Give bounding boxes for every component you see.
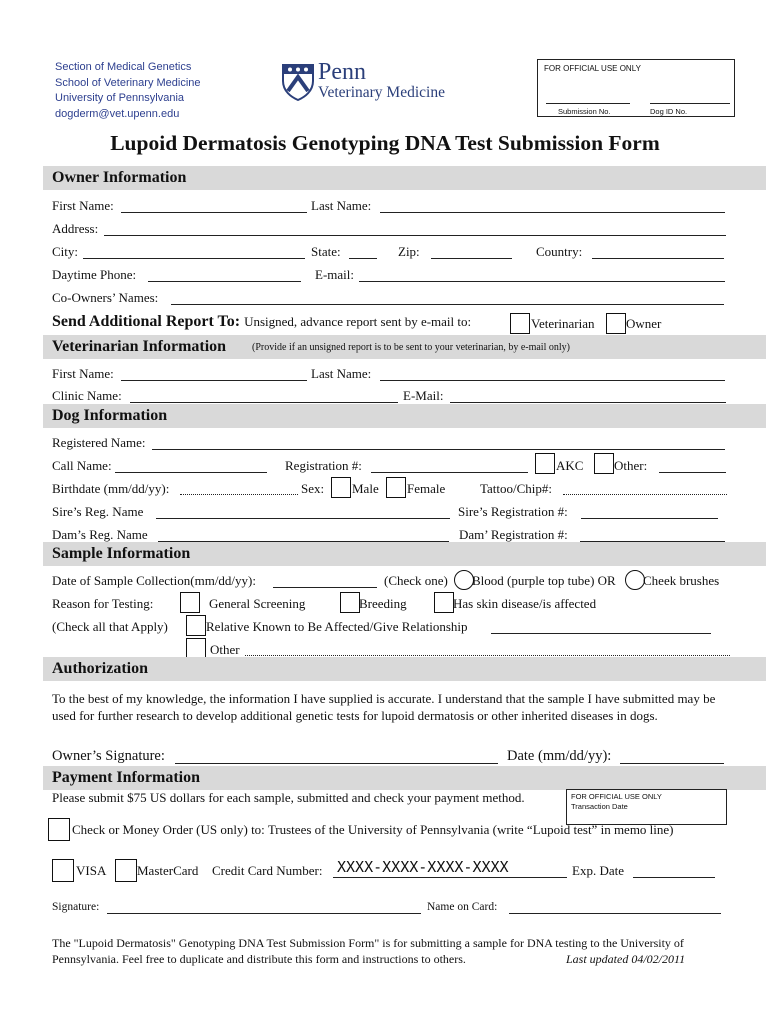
official-use-box [537, 59, 735, 117]
reason-label: Reason for Testing: [52, 596, 154, 611]
vet-email-label: E-Mail: [403, 388, 444, 403]
skin-disease-label: Has skin disease/is affected [453, 596, 597, 611]
visa-checkbox[interactable] [52, 859, 74, 882]
relative-affected-field[interactable] [491, 633, 711, 634]
report-vet-label: Veterinarian [531, 316, 595, 331]
report-row [52, 313, 471, 331]
birthdate-label: Birthdate (mm/dd/yy): [52, 481, 170, 496]
owner-state-field[interactable] [349, 258, 377, 259]
owner-city-field[interactable] [83, 258, 305, 259]
owner-first-name-field[interactable] [121, 212, 307, 213]
call-name-label: Call Name: [52, 458, 112, 473]
female-checkbox[interactable] [386, 477, 406, 498]
report-heading: Send Additional Report To: [52, 313, 241, 330]
owner-section-header [43, 166, 766, 190]
clinic-name-field[interactable] [130, 402, 398, 403]
vet-section-header [43, 335, 766, 359]
penn-shield-icon [281, 63, 315, 101]
relative-affected-label: Relative Known to Be Affected/Give Relationship [206, 619, 468, 634]
co-owners-label: Co-Owners’ Names: [52, 290, 159, 305]
check-money-order-label: Check or Money Order (US only) to: Trustees of the University of Pennsylvania (write “Lupoid test” in memo line) [72, 822, 674, 837]
sample-date-field[interactable] [273, 587, 377, 588]
breeding-label: Breeding [359, 596, 407, 611]
transaction-date-label: Transaction Date [571, 802, 628, 811]
sire-reg-label: Sire’s Registration #: [458, 504, 568, 519]
dept-email-link[interactable]: dogderm@vet.upenn.edu [55, 107, 180, 120]
female-label: Female [407, 481, 446, 496]
cheek-radio[interactable] [625, 570, 645, 590]
cc-number-value[interactable]: XXXX-XXXX-XXXX-XXXX [337, 858, 509, 876]
transaction-official-box [566, 789, 727, 825]
registration-field[interactable] [371, 472, 528, 473]
name-on-card-label: Name on Card: [427, 901, 498, 913]
owner-last-name-label: Last Name: [311, 198, 372, 213]
registration-label: Registration #: [285, 458, 362, 473]
general-screening-label: General Screening [209, 596, 306, 611]
page-title: Lupoid Dermatosis Genotyping DNA Test Submission Form [110, 131, 660, 155]
other-reason-label: Other [210, 642, 240, 657]
sample-date-label: Date of Sample Collection(mm/dd/yy): [52, 573, 256, 588]
owner-heading: Owner Information [52, 169, 187, 186]
owner-phone-field[interactable] [148, 281, 301, 282]
vet-last-name-label: Last Name: [311, 366, 372, 381]
owner-signature-field[interactable] [175, 763, 498, 764]
owner-zip-label: Zip: [398, 244, 420, 259]
report-owner-label: Owner [626, 316, 662, 331]
dam-name-label: Dam’s Reg. Name [52, 527, 148, 542]
payment-section-header [43, 766, 766, 790]
other-reason-field[interactable] [245, 655, 730, 656]
check-money-order-checkbox[interactable] [48, 818, 70, 841]
registered-name-field[interactable] [152, 449, 725, 450]
last-updated: Last updated 04/02/2011 [566, 952, 686, 966]
skin-disease-checkbox[interactable] [434, 592, 454, 613]
mastercard-label: MasterCard [137, 863, 199, 878]
akc-label: AKC [556, 458, 584, 473]
name-on-card-field[interactable] [509, 913, 721, 914]
auth-date-label: Date (mm/dd/yy): [507, 748, 612, 764]
payment-note: Please submit $75 US dollars for each sample, submitted and check your payment method. [52, 790, 525, 805]
check-one-label: (Check one) [384, 573, 448, 588]
general-screening-checkbox[interactable] [180, 592, 200, 613]
footer-line-1: The "Lupoid Dermatosis" Genotyping DNA Test Submission Form" is for submitting a sample for DNA testing to the University of [52, 936, 684, 950]
cc-number-field[interactable] [333, 877, 567, 878]
report-vet-checkbox[interactable] [510, 313, 530, 334]
submission-no-label: Submission No. [558, 107, 611, 116]
auth-section-header [43, 657, 766, 681]
report-note: Unsigned, advance report sent by e-mail to: [244, 314, 472, 329]
owner-state-label: State: [311, 244, 341, 259]
call-name-field[interactable] [115, 472, 267, 473]
owner-last-name-field[interactable] [380, 212, 725, 213]
sire-reg-field[interactable] [581, 518, 718, 519]
other-registry-checkbox[interactable] [594, 453, 614, 474]
co-owners-field[interactable] [171, 304, 724, 305]
auth-date-field[interactable] [620, 763, 724, 764]
owner-email-field[interactable] [359, 281, 725, 282]
sample-section-header [43, 542, 766, 566]
dog-section-header [43, 404, 766, 428]
male-checkbox[interactable] [331, 477, 351, 498]
sire-name-label: Sire’s Reg. Name [52, 504, 144, 519]
dept-line: Section of Medical Genetics [55, 61, 192, 73]
vet-first-name-label: First Name: [52, 366, 114, 381]
tattoo-field[interactable] [563, 494, 727, 495]
owner-address-field[interactable] [104, 235, 726, 236]
dog-id-label: Dog ID No. [650, 107, 688, 116]
tattoo-label: Tattoo/Chip#: [480, 481, 553, 496]
footer-line-2: Pennsylvania. Feel free to duplicate and distribute this form and instructions to others. [52, 952, 466, 966]
cc-number-label: Credit Card Number: [212, 863, 323, 878]
relative-affected-checkbox[interactable] [186, 615, 206, 636]
vet-heading: Veterinarian Information [52, 338, 227, 355]
other-registry-field[interactable] [659, 472, 726, 473]
owner-city-label: City: [52, 244, 79, 259]
owner-phone-label: Daytime Phone: [52, 267, 137, 282]
auth-statement: To the best of my knowledge, the information I have supplied is accurate. I understand that the sample I have submitted may be used for further research to develop additional genetic tests for lupoid dermatosis or other inherited diseases in dogs. [52, 691, 716, 723]
payment-heading: Payment Information [52, 769, 200, 786]
blood-label: Blood (purple top tube) OR [472, 573, 616, 588]
logo-penn: Penn [318, 59, 366, 85]
owner-signature-label: Owner’s Signature: [52, 748, 165, 764]
other-reason-checkbox[interactable] [186, 638, 206, 659]
other-registry-label: Other: [614, 458, 648, 473]
sex-label: Sex: [301, 481, 325, 496]
registered-name-label: Registered Name: [52, 435, 146, 450]
dam-reg-label: Dam’ Registration #: [459, 527, 568, 542]
payment-official-label: FOR OFFICIAL USE ONLY [571, 792, 662, 801]
birthdate-field[interactable] [180, 494, 298, 495]
male-label: Male [352, 481, 379, 496]
owner-country-label: Country: [536, 244, 583, 259]
vet-last-name-field[interactable] [380, 380, 725, 381]
owner-address-label: Address: [52, 221, 99, 236]
payment-signature-label: Signature: [52, 901, 100, 913]
dept-line: School of Veterinary Medicine [55, 76, 201, 89]
check-all-label: (Check all that Apply) [52, 619, 168, 634]
owner-first-name-label: First Name: [52, 198, 114, 213]
exp-date-label: Exp. Date [572, 863, 624, 878]
vet-email-field[interactable] [450, 402, 726, 403]
cheek-label: Cheek brushes [643, 573, 720, 588]
akc-checkbox[interactable] [535, 453, 555, 474]
department-block [55, 60, 201, 122]
auth-heading: Authorization [52, 660, 148, 677]
breeding-checkbox[interactable] [340, 592, 360, 613]
payment-signature-field[interactable] [107, 913, 421, 914]
owner-email-label: E-mail: [315, 267, 354, 282]
exp-date-field[interactable] [633, 877, 715, 878]
official-use-label: FOR OFFICIAL USE ONLY [544, 64, 641, 73]
dept-line: University of Pennsylvania [55, 92, 185, 104]
owner-country-field[interactable] [592, 258, 724, 259]
vet-note: (Provide if an unsigned report is to be sent to your veterinarian, by e-mail only) [252, 342, 570, 353]
blood-radio[interactable] [454, 570, 474, 590]
sire-name-field[interactable] [156, 518, 450, 519]
visa-label: VISA [76, 863, 107, 878]
owner-zip-field[interactable] [431, 258, 512, 259]
sample-heading: Sample Information [52, 545, 191, 562]
mastercard-checkbox[interactable] [115, 859, 137, 882]
report-owner-checkbox[interactable] [606, 313, 626, 334]
vet-first-name-field[interactable] [121, 380, 307, 381]
footer-note [52, 935, 732, 967]
dog-heading: Dog Information [52, 407, 168, 424]
logo-vet-med: Veterinary Medicine [318, 84, 445, 101]
clinic-name-label: Clinic Name: [52, 388, 122, 403]
